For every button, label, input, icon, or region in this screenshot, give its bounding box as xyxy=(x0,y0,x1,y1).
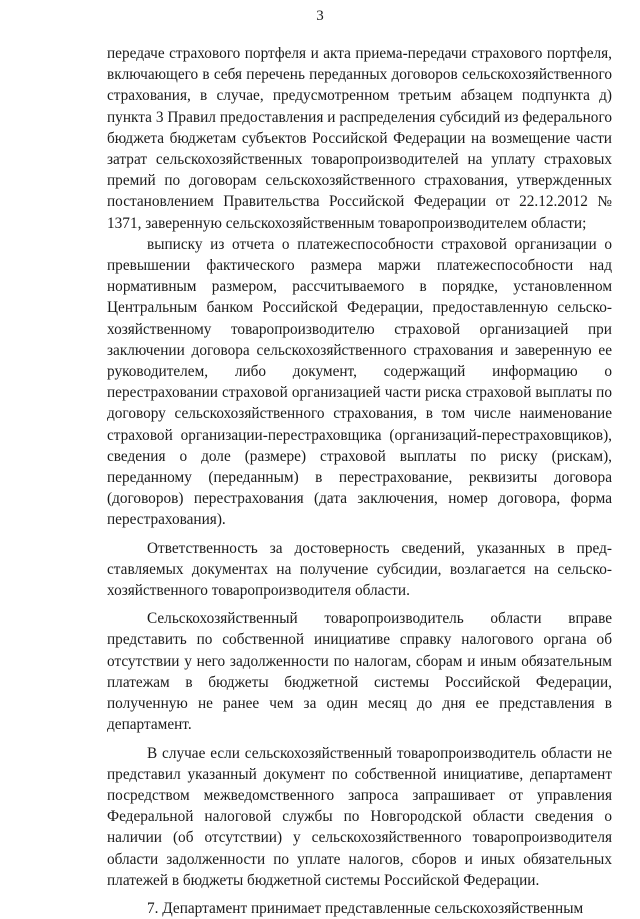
paragraph-responsibility: Ответственность за достоверность сведений, указанных в представляемых документах на получение субсидии, возлагается на сельскохозяйственного товаропроизводителя области. xyxy=(107,539,612,600)
paragraph-solvency-extract: выписку из отчета о платежеспособности страховой организации о превышении фактического размера маржи платежеспособности над нормативным размером, рассчитываемого в порядке, установленном Центральным банком Российской Федерации, предоставленную сельскохозяйственному товаропроизводителю страховой организацией при заключении договора сельскохозяйственного страхования и заверенную ее руководителем, либо документ, содержащий информацию о перестраховании страховой организацией части риска страховой выплаты по договору сельскохозяйственного страхования, в том числе наименование страховой организации-перестраховщика (организаций-перестраховщиков), сведения о доле (размере) страховой выплаты по риску (рискам), переданному (переданным) в перестрахование, реквизиты договора (договоров) перестрахования (дата заключения, номер договора, форма перестрахования). xyxy=(107,235,612,529)
paragraph-tax-certificate: Сельскохозяйственный товаропроизводитель области вправе представить по собственной инициативе справку налогового органа об отсутствии у него задолженности по налогам, сборам и иным обязательным платежам в бюджеты бюджетной системы Российской Федерации, полученную не ранее чем за один месяц до дня ее представления в департамент. xyxy=(107,610,612,734)
paragraph-interagency-request: В случае если сельскохозяйственный товаропроизводитель области не представил указанный документ по собственной инициативе, департамент посредством межведомственного запроса запрашивает от управления Федеральной налоговой службы по Новгородской области сведения о наличии (об отсутствии) у сельскохозяйственного товаропроизводителя области задолженности по уплате налогов, сборов и иных обязательных платежей в бюджеты бюджетной системы Российской Федерации. xyxy=(107,744,612,889)
document-body xyxy=(107,43,612,919)
page-number: 3 xyxy=(316,8,324,24)
paragraph-insurance-portfolio: передаче страхового портфеля и акта приема-передачи страхового портфеля, включающего в себя перечень переданных договоров сельскохозяйственного страхования, в случае, предусмотренном третьим абзацем подпункта д) пункта 3 Правил предоставления и распределения субсидий из федерального бюджета бюджетам субъектов Российской Федерации на возмещение части затрат сельскохозяйственных товаропроизводителей на уплату страховых премий по договорам сельскохозяйственного страхования, утвержденных постановлением Правительства Российской Федерации от 22.12.2012 № 1371, заверенную сельскохозяйственным товаропроизводителем области; xyxy=(107,45,612,232)
paragraph-item-7: 7. Департамент принимает представленные сельскохозяйственным xyxy=(147,899,584,917)
